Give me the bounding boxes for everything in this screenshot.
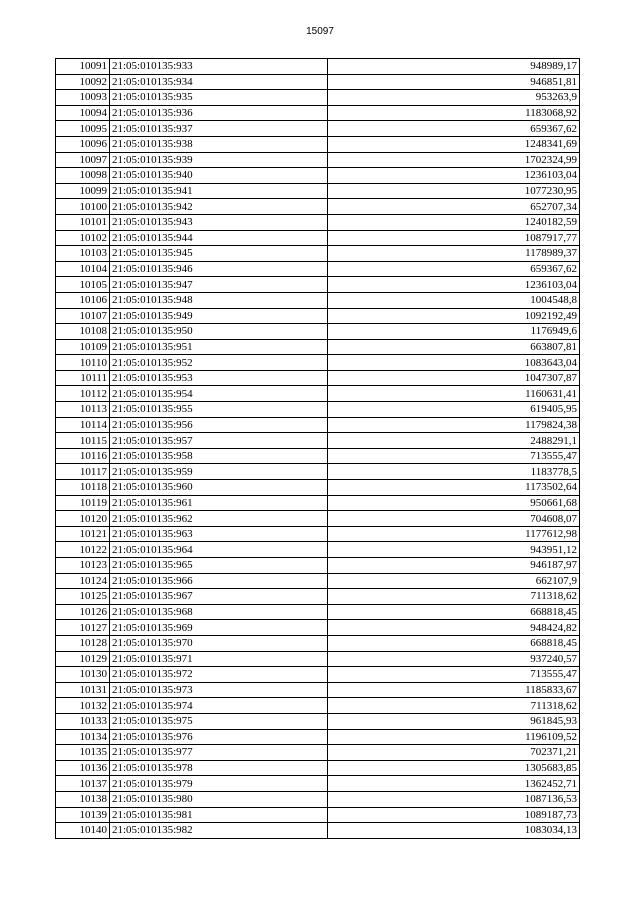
cadastral-number-cell: 21:05:010135:974 (110, 698, 328, 714)
cadastral-value-cell: 713555,47 (328, 667, 580, 683)
cadastral-value-table (55, 58, 580, 839)
cadastral-number-cell: 21:05:010135:965 (110, 558, 328, 574)
cadastral-number-cell: 21:05:010135:942 (110, 199, 328, 215)
table-row (56, 667, 580, 683)
cadastral-value-cell: 1196109,52 (328, 729, 580, 745)
cadastral-number-cell: 21:05:010135:980 (110, 791, 328, 807)
row-number-cell: 10115 (56, 433, 110, 449)
row-number-cell: 10106 (56, 292, 110, 308)
cadastral-value-cell: 1362452,71 (328, 776, 580, 792)
cadastral-value-cell: 1178989,37 (328, 246, 580, 262)
cadastral-value-cell: 946187,97 (328, 558, 580, 574)
row-number-cell: 10107 (56, 308, 110, 324)
row-number-cell: 10097 (56, 152, 110, 168)
row-number-cell: 10123 (56, 558, 110, 574)
cadastral-value-cell: 950661,68 (328, 495, 580, 511)
row-number-cell: 10126 (56, 604, 110, 620)
cadastral-value-cell: 948424,82 (328, 620, 580, 636)
cadastral-number-cell: 21:05:010135:964 (110, 542, 328, 558)
page-number: 15097 (306, 26, 334, 37)
cadastral-value-cell: 1160631,41 (328, 386, 580, 402)
table-row (56, 495, 580, 511)
row-number-cell: 10104 (56, 261, 110, 277)
row-number-cell: 10109 (56, 339, 110, 355)
row-number-cell: 10119 (56, 495, 110, 511)
cadastral-value-cell: 943951,12 (328, 542, 580, 558)
table-row (56, 261, 580, 277)
table-row (56, 199, 580, 215)
cadastral-value-cell: 662107,9 (328, 573, 580, 589)
cadastral-value-cell: 619405,95 (328, 402, 580, 418)
row-number-cell: 10133 (56, 713, 110, 729)
row-number-cell: 10092 (56, 74, 110, 90)
table-row (56, 417, 580, 433)
table-row (56, 511, 580, 527)
table-row (56, 620, 580, 636)
cadastral-number-cell: 21:05:010135:975 (110, 713, 328, 729)
row-number-cell: 10131 (56, 682, 110, 698)
table-row (56, 105, 580, 121)
row-number-cell: 10120 (56, 511, 110, 527)
table-row (56, 433, 580, 449)
cadastral-number-cell: 21:05:010135:946 (110, 261, 328, 277)
cadastral-value-cell: 1092192,49 (328, 308, 580, 324)
cadastral-value-cell: 659367,62 (328, 261, 580, 277)
table-row (56, 807, 580, 823)
cadastral-value-cell: 1047307,87 (328, 370, 580, 386)
row-number-cell: 10118 (56, 480, 110, 496)
row-number-cell: 10108 (56, 324, 110, 340)
cadastral-number-cell: 21:05:010135:944 (110, 230, 328, 246)
table-row (56, 791, 580, 807)
table-row (56, 214, 580, 230)
table-body (56, 59, 580, 839)
row-number-cell: 10136 (56, 760, 110, 776)
cadastral-value-cell: 953263,9 (328, 90, 580, 106)
cadastral-number-cell: 21:05:010135:949 (110, 308, 328, 324)
table-row (56, 90, 580, 106)
cadastral-value-cell: 1087136,53 (328, 791, 580, 807)
table-row (56, 651, 580, 667)
table-row (56, 152, 580, 168)
table-row (56, 308, 580, 324)
table-row (56, 121, 580, 137)
cadastral-value-cell: 1083643,04 (328, 355, 580, 371)
row-number-cell: 10122 (56, 542, 110, 558)
cadastral-number-cell: 21:05:010135:973 (110, 682, 328, 698)
table-row (56, 464, 580, 480)
row-number-cell: 10124 (56, 573, 110, 589)
table-row (56, 386, 580, 402)
cadastral-number-cell: 21:05:010135:934 (110, 74, 328, 90)
row-number-cell: 10099 (56, 183, 110, 199)
table-row (56, 183, 580, 199)
cadastral-number-cell: 21:05:010135:957 (110, 433, 328, 449)
table-row (56, 59, 580, 75)
table-row (56, 246, 580, 262)
table-row (56, 635, 580, 651)
cadastral-number-cell: 21:05:010135:948 (110, 292, 328, 308)
table-row (56, 526, 580, 542)
row-number-cell: 10114 (56, 417, 110, 433)
cadastral-value-cell: 948989,17 (328, 59, 580, 75)
cadastral-value-cell: 1236103,04 (328, 168, 580, 184)
cadastral-number-cell: 21:05:010135:933 (110, 59, 328, 75)
row-number-cell: 10135 (56, 745, 110, 761)
table-row (56, 230, 580, 246)
cadastral-value-cell: 1176949,6 (328, 324, 580, 340)
cadastral-value-cell: 702371,21 (328, 745, 580, 761)
row-number-cell: 10121 (56, 526, 110, 542)
table-row (56, 589, 580, 605)
row-number-cell: 10111 (56, 370, 110, 386)
cadastral-value-cell: 1083034,13 (328, 823, 580, 839)
cadastral-number-cell: 21:05:010135:960 (110, 480, 328, 496)
cadastral-value-cell: 1004548,8 (328, 292, 580, 308)
row-number-cell: 10128 (56, 635, 110, 651)
table-row (56, 776, 580, 792)
table-row (56, 480, 580, 496)
cadastral-value-cell: 1183778,5 (328, 464, 580, 480)
cadastral-value-cell: 668818,45 (328, 635, 580, 651)
cadastral-value-cell: 1248341,69 (328, 136, 580, 152)
cadastral-value-cell: 1087917,77 (328, 230, 580, 246)
cadastral-number-cell: 21:05:010135:961 (110, 495, 328, 511)
cadastral-number-cell: 21:05:010135:958 (110, 448, 328, 464)
row-number-cell: 10091 (56, 59, 110, 75)
row-number-cell: 10102 (56, 230, 110, 246)
table-row (56, 370, 580, 386)
row-number-cell: 10134 (56, 729, 110, 745)
table-row (56, 573, 580, 589)
cadastral-value-cell: 659367,62 (328, 121, 580, 137)
cadastral-value-cell: 1702324,99 (328, 152, 580, 168)
table-row (56, 355, 580, 371)
cadastral-number-cell: 21:05:010135:972 (110, 667, 328, 683)
table-row (56, 277, 580, 293)
cadastral-number-cell: 21:05:010135:936 (110, 105, 328, 121)
row-number-cell: 10138 (56, 791, 110, 807)
cadastral-value-cell: 1240182,59 (328, 214, 580, 230)
row-number-cell: 10098 (56, 168, 110, 184)
cadastral-number-cell: 21:05:010135:956 (110, 417, 328, 433)
row-number-cell: 10094 (56, 105, 110, 121)
cadastral-number-cell: 21:05:010135:959 (110, 464, 328, 480)
row-number-cell: 10117 (56, 464, 110, 480)
table-row (56, 729, 580, 745)
cadastral-number-cell: 21:05:010135:982 (110, 823, 328, 839)
table-row (56, 698, 580, 714)
cadastral-number-cell: 21:05:010135:955 (110, 402, 328, 418)
row-number-cell: 10100 (56, 199, 110, 215)
cadastral-value-cell: 1183068,92 (328, 105, 580, 121)
row-number-cell: 10137 (56, 776, 110, 792)
table-row (56, 168, 580, 184)
cadastral-value-cell: 652707,34 (328, 199, 580, 215)
cadastral-value-cell: 1177612,98 (328, 526, 580, 542)
cadastral-number-cell: 21:05:010135:962 (110, 511, 328, 527)
cadastral-value-cell: 937240,57 (328, 651, 580, 667)
row-number-cell: 10096 (56, 136, 110, 152)
row-number-cell: 10103 (56, 246, 110, 262)
cadastral-number-cell: 21:05:010135:941 (110, 183, 328, 199)
cadastral-number-cell: 21:05:010135:976 (110, 729, 328, 745)
cadastral-number-cell: 21:05:010135:937 (110, 121, 328, 137)
row-number-cell: 10132 (56, 698, 110, 714)
table-row (56, 402, 580, 418)
table-row (56, 558, 580, 574)
cadastral-number-cell: 21:05:010135:967 (110, 589, 328, 605)
row-number-cell: 10101 (56, 214, 110, 230)
cadastral-value-cell: 1089187,73 (328, 807, 580, 823)
row-number-cell: 10113 (56, 402, 110, 418)
cadastral-value-cell: 961845,93 (328, 713, 580, 729)
table-row (56, 448, 580, 464)
row-number-cell: 10127 (56, 620, 110, 636)
table-row (56, 713, 580, 729)
cadastral-number-cell: 21:05:010135:970 (110, 635, 328, 651)
cadastral-number-cell: 21:05:010135:943 (110, 214, 328, 230)
cadastral-number-cell: 21:05:010135:939 (110, 152, 328, 168)
cadastral-number-cell: 21:05:010135:969 (110, 620, 328, 636)
cadastral-value-cell: 711318,62 (328, 698, 580, 714)
row-number-cell: 10139 (56, 807, 110, 823)
cadastral-number-cell: 21:05:010135:977 (110, 745, 328, 761)
row-number-cell: 10130 (56, 667, 110, 683)
cadastral-value-cell: 1236103,04 (328, 277, 580, 293)
cadastral-value-cell: 668818,45 (328, 604, 580, 620)
table-row (56, 542, 580, 558)
cadastral-value-cell: 1179824,38 (328, 417, 580, 433)
row-number-cell: 10125 (56, 589, 110, 605)
table-row (56, 604, 580, 620)
table-row (56, 745, 580, 761)
cadastral-number-cell: 21:05:010135:935 (110, 90, 328, 106)
cadastral-number-cell: 21:05:010135:952 (110, 355, 328, 371)
cadastral-number-cell: 21:05:010135:979 (110, 776, 328, 792)
cadastral-number-cell: 21:05:010135:950 (110, 324, 328, 340)
row-number-cell: 10116 (56, 448, 110, 464)
cadastral-number-cell: 21:05:010135:966 (110, 573, 328, 589)
row-number-cell: 10095 (56, 121, 110, 137)
cadastral-value-cell: 1305683,85 (328, 760, 580, 776)
cadastral-value-cell: 704608,07 (328, 511, 580, 527)
cadastral-number-cell: 21:05:010135:947 (110, 277, 328, 293)
row-number-cell: 10105 (56, 277, 110, 293)
table-row (56, 292, 580, 308)
cadastral-value-cell: 1173502,64 (328, 480, 580, 496)
cadastral-number-cell: 21:05:010135:981 (110, 807, 328, 823)
row-number-cell: 10110 (56, 355, 110, 371)
cadastral-value-cell: 713555,47 (328, 448, 580, 464)
table-row (56, 74, 580, 90)
cadastral-number-cell: 21:05:010135:945 (110, 246, 328, 262)
cadastral-number-cell: 21:05:010135:953 (110, 370, 328, 386)
cadastral-value-cell: 2488291,1 (328, 433, 580, 449)
cadastral-number-cell: 21:05:010135:951 (110, 339, 328, 355)
row-number-cell: 10093 (56, 90, 110, 106)
row-number-cell: 10140 (56, 823, 110, 839)
cadastral-number-cell: 21:05:010135:938 (110, 136, 328, 152)
table-row (56, 823, 580, 839)
cadastral-number-cell: 21:05:010135:940 (110, 168, 328, 184)
cadastral-value-cell: 711318,62 (328, 589, 580, 605)
cadastral-value-cell: 663807,81 (328, 339, 580, 355)
cadastral-number-cell: 21:05:010135:963 (110, 526, 328, 542)
cadastral-number-cell: 21:05:010135:971 (110, 651, 328, 667)
cadastral-value-cell: 1185833,67 (328, 682, 580, 698)
cadastral-number-cell: 21:05:010135:954 (110, 386, 328, 402)
cadastral-value-cell: 946851,81 (328, 74, 580, 90)
row-number-cell: 10129 (56, 651, 110, 667)
table-row (56, 339, 580, 355)
table-row (56, 324, 580, 340)
cadastral-number-cell: 21:05:010135:978 (110, 760, 328, 776)
cadastral-value-cell: 1077230,95 (328, 183, 580, 199)
cadastral-number-cell: 21:05:010135:968 (110, 604, 328, 620)
table-row (56, 136, 580, 152)
table-row (56, 682, 580, 698)
row-number-cell: 10112 (56, 386, 110, 402)
table-row (56, 760, 580, 776)
